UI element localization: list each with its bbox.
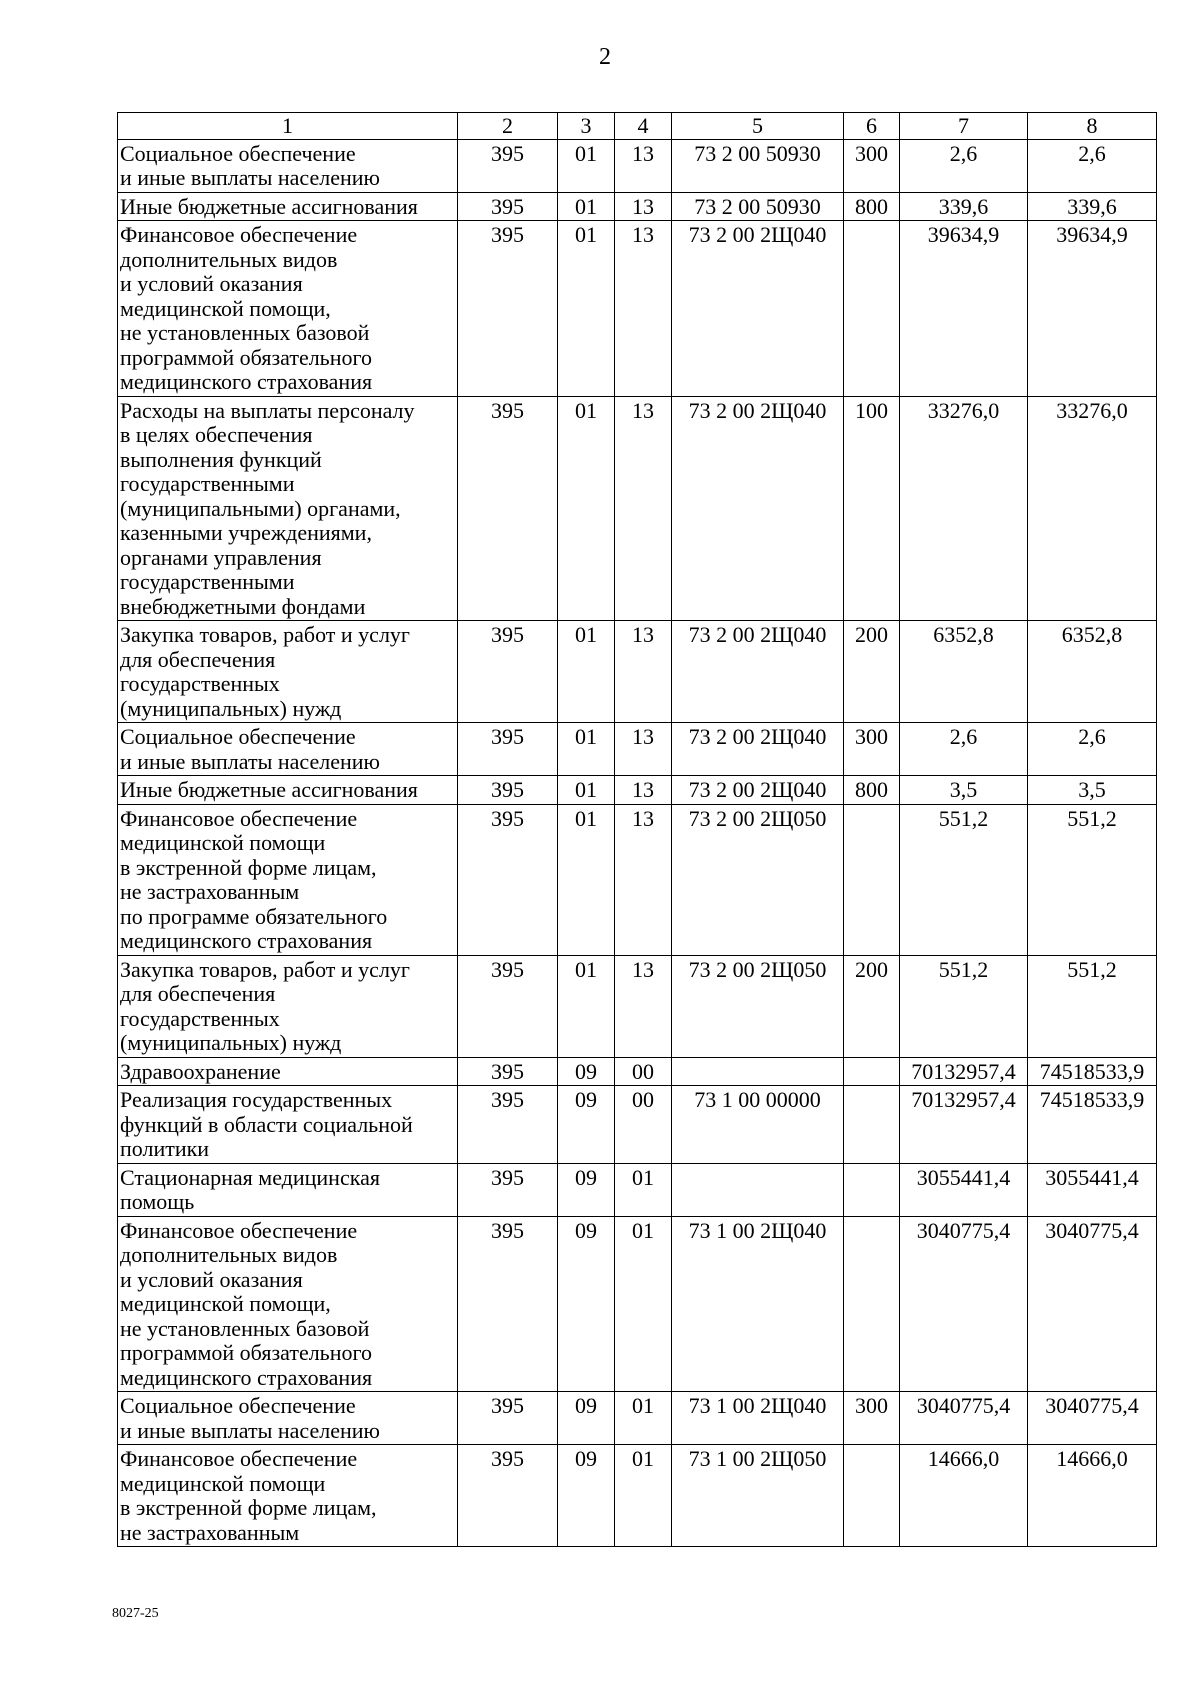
row-col3-cell: 01 bbox=[558, 192, 615, 221]
table-row bbox=[118, 1057, 1157, 1086]
row-col2-cell: 395 bbox=[458, 1057, 558, 1086]
table-row bbox=[118, 804, 1157, 955]
row-amount-col8-cell: 3040775,4 bbox=[1028, 1392, 1157, 1445]
row-target-code-cell bbox=[672, 1057, 844, 1086]
row-name-cell: Иные бюджетные ассигнования bbox=[118, 776, 458, 805]
row-name-cell: Реализация государственных функций в области социальной политики bbox=[118, 1086, 458, 1164]
table-row bbox=[118, 1216, 1157, 1392]
column-header-1: 1 bbox=[118, 113, 458, 140]
row-expense-type-cell bbox=[844, 1086, 900, 1164]
row-target-code-cell: 73 2 00 2Щ040 bbox=[672, 776, 844, 805]
row-expense-type-cell: 200 bbox=[844, 955, 900, 1057]
row-amount-col7-cell: 339,6 bbox=[900, 192, 1028, 221]
row-col4-cell: 01 bbox=[615, 1216, 672, 1392]
row-amount-col8-cell: 74518533,9 bbox=[1028, 1057, 1157, 1086]
row-col2-cell: 395 bbox=[458, 1163, 558, 1216]
page-number: 2 bbox=[599, 44, 611, 70]
row-col3-cell: 09 bbox=[558, 1445, 615, 1547]
row-amount-col8-cell: 14666,0 bbox=[1028, 1445, 1157, 1547]
row-amount-col7-cell: 14666,0 bbox=[900, 1445, 1028, 1547]
row-name-cell: Расходы на выплаты персоналу в целях обеспечения выполнения функций государственными (муниципальными) органами, казенными учреждениями, органами управления государственными внебюджетными фондами bbox=[118, 396, 458, 621]
row-name-cell: Финансовое обеспечение дополнительных видов и условий оказания медицинской помощи, не установленных базовой программой обязательного медицинского страхования bbox=[118, 1216, 458, 1392]
row-name-cell: Закупка товаров, работ и услуг для обеспечения государственных (муниципальных) нужд bbox=[118, 621, 458, 723]
row-amount-col8-cell: 551,2 bbox=[1028, 955, 1157, 1057]
row-col3-cell: 01 bbox=[558, 396, 615, 621]
row-expense-type-cell bbox=[844, 804, 900, 955]
row-target-code-cell: 73 2 00 2Щ040 bbox=[672, 396, 844, 621]
row-expense-type-cell: 300 bbox=[844, 139, 900, 192]
row-col3-cell: 01 bbox=[558, 776, 615, 805]
row-target-code-cell bbox=[672, 1163, 844, 1216]
table-row bbox=[118, 955, 1157, 1057]
column-header-7: 7 bbox=[900, 113, 1028, 140]
row-col4-cell: 13 bbox=[615, 139, 672, 192]
row-amount-col8-cell: 33276,0 bbox=[1028, 396, 1157, 621]
row-amount-col8-cell: 2,6 bbox=[1028, 723, 1157, 776]
row-target-code-cell: 73 2 00 2Щ050 bbox=[672, 804, 844, 955]
row-name-cell: Финансовое обеспечение дополнительных видов и условий оказания медицинской помощи, не установленных базовой программой обязательного медицинского страхования bbox=[118, 221, 458, 397]
row-col2-cell: 395 bbox=[458, 621, 558, 723]
row-target-code-cell: 73 2 00 50930 bbox=[672, 192, 844, 221]
row-col3-cell: 09 bbox=[558, 1163, 615, 1216]
row-col2-cell: 395 bbox=[458, 1086, 558, 1164]
row-col4-cell: 13 bbox=[615, 396, 672, 621]
table-row bbox=[118, 139, 1157, 192]
row-name-cell: Стационарная медицинская помощь bbox=[118, 1163, 458, 1216]
table-body bbox=[118, 139, 1157, 1547]
table-row bbox=[118, 1445, 1157, 1547]
row-col2-cell: 395 bbox=[458, 1445, 558, 1547]
row-amount-col8-cell: 3040775,4 bbox=[1028, 1216, 1157, 1392]
row-expense-type-cell: 800 bbox=[844, 776, 900, 805]
row-amount-col8-cell: 74518533,9 bbox=[1028, 1086, 1157, 1164]
row-target-code-cell: 73 2 00 2Щ040 bbox=[672, 221, 844, 397]
row-col2-cell: 395 bbox=[458, 723, 558, 776]
row-name-cell: Здравоохранение bbox=[118, 1057, 458, 1086]
row-col2-cell: 395 bbox=[458, 1216, 558, 1392]
row-amount-col7-cell: 3040775,4 bbox=[900, 1216, 1028, 1392]
row-expense-type-cell: 800 bbox=[844, 192, 900, 221]
row-expense-type-cell bbox=[844, 1057, 900, 1086]
row-name-cell: Финансовое обеспечение медицинской помощи в экстренной форме лицам, не застрахованным bbox=[118, 1445, 458, 1547]
row-amount-col7-cell: 2,6 bbox=[900, 723, 1028, 776]
row-expense-type-cell: 300 bbox=[844, 1392, 900, 1445]
row-col2-cell: 395 bbox=[458, 192, 558, 221]
row-expense-type-cell: 300 bbox=[844, 723, 900, 776]
row-amount-col7-cell: 2,6 bbox=[900, 139, 1028, 192]
row-col3-cell: 09 bbox=[558, 1216, 615, 1392]
column-header-4: 4 bbox=[615, 113, 672, 140]
row-amount-col8-cell: 39634,9 bbox=[1028, 221, 1157, 397]
row-amount-col8-cell: 551,2 bbox=[1028, 804, 1157, 955]
row-col2-cell: 395 bbox=[458, 776, 558, 805]
row-target-code-cell: 73 2 00 2Щ040 bbox=[672, 621, 844, 723]
table-row bbox=[118, 1163, 1157, 1216]
table-row bbox=[118, 1392, 1157, 1445]
row-col4-cell: 13 bbox=[615, 192, 672, 221]
row-col4-cell: 01 bbox=[615, 1163, 672, 1216]
row-col3-cell: 01 bbox=[558, 621, 615, 723]
row-name-cell: Социальное обеспечение и иные выплаты населению bbox=[118, 1392, 458, 1445]
row-expense-type-cell: 200 bbox=[844, 621, 900, 723]
row-col2-cell: 395 bbox=[458, 1392, 558, 1445]
row-amount-col7-cell: 3,5 bbox=[900, 776, 1028, 805]
column-header-6: 6 bbox=[844, 113, 900, 140]
row-col4-cell: 00 bbox=[615, 1086, 672, 1164]
row-col2-cell: 395 bbox=[458, 221, 558, 397]
row-amount-col7-cell: 33276,0 bbox=[900, 396, 1028, 621]
row-amount-col7-cell: 70132957,4 bbox=[900, 1057, 1028, 1086]
row-amount-col7-cell: 3040775,4 bbox=[900, 1392, 1028, 1445]
budget-table bbox=[117, 112, 1157, 1547]
table-row bbox=[118, 621, 1157, 723]
footer-document-code: 8027-25 bbox=[112, 1606, 159, 1621]
row-amount-col7-cell: 3055441,4 bbox=[900, 1163, 1028, 1216]
row-target-code-cell: 73 2 00 2Щ050 bbox=[672, 955, 844, 1057]
table-row bbox=[118, 192, 1157, 221]
row-expense-type-cell: 100 bbox=[844, 396, 900, 621]
row-col3-cell: 01 bbox=[558, 723, 615, 776]
row-amount-col7-cell: 6352,8 bbox=[900, 621, 1028, 723]
row-amount-col7-cell: 70132957,4 bbox=[900, 1086, 1028, 1164]
row-col4-cell: 13 bbox=[615, 723, 672, 776]
row-amount-col7-cell: 551,2 bbox=[900, 804, 1028, 955]
row-target-code-cell: 73 1 00 2Щ040 bbox=[672, 1216, 844, 1392]
row-name-cell: Социальное обеспечение и иные выплаты населению bbox=[118, 139, 458, 192]
row-col3-cell: 01 bbox=[558, 221, 615, 397]
row-col3-cell: 01 bbox=[558, 139, 615, 192]
table-row bbox=[118, 221, 1157, 397]
row-amount-col8-cell: 6352,8 bbox=[1028, 621, 1157, 723]
column-header-2: 2 bbox=[458, 113, 558, 140]
row-col4-cell: 13 bbox=[615, 804, 672, 955]
row-col4-cell: 00 bbox=[615, 1057, 672, 1086]
row-amount-col8-cell: 339,6 bbox=[1028, 192, 1157, 221]
row-name-cell: Закупка товаров, работ и услуг для обеспечения государственных (муниципальных) нужд bbox=[118, 955, 458, 1057]
row-col3-cell: 01 bbox=[558, 804, 615, 955]
row-col4-cell: 13 bbox=[615, 621, 672, 723]
row-col4-cell: 01 bbox=[615, 1392, 672, 1445]
row-col4-cell: 01 bbox=[615, 1445, 672, 1547]
row-col3-cell: 09 bbox=[558, 1086, 615, 1164]
table-row bbox=[118, 396, 1157, 621]
row-col4-cell: 13 bbox=[615, 955, 672, 1057]
row-amount-col7-cell: 551,2 bbox=[900, 955, 1028, 1057]
row-col4-cell: 13 bbox=[615, 221, 672, 397]
row-name-cell: Социальное обеспечение и иные выплаты населению bbox=[118, 723, 458, 776]
row-target-code-cell: 73 1 00 2Щ050 bbox=[672, 1445, 844, 1547]
row-name-cell: Иные бюджетные ассигнования bbox=[118, 192, 458, 221]
row-amount-col8-cell: 2,6 bbox=[1028, 139, 1157, 192]
row-col3-cell: 01 bbox=[558, 955, 615, 1057]
table-row bbox=[118, 723, 1157, 776]
row-col3-cell: 09 bbox=[558, 1057, 615, 1086]
row-target-code-cell: 73 2 00 2Щ040 bbox=[672, 723, 844, 776]
row-expense-type-cell bbox=[844, 1216, 900, 1392]
row-target-code-cell: 73 2 00 50930 bbox=[672, 139, 844, 192]
row-target-code-cell: 73 1 00 00000 bbox=[672, 1086, 844, 1164]
table-row bbox=[118, 1086, 1157, 1164]
row-col2-cell: 395 bbox=[458, 804, 558, 955]
row-amount-col7-cell: 39634,9 bbox=[900, 221, 1028, 397]
column-header-8: 8 bbox=[1028, 113, 1157, 140]
row-expense-type-cell bbox=[844, 221, 900, 397]
table-header-row bbox=[118, 113, 1157, 140]
row-amount-col8-cell: 3,5 bbox=[1028, 776, 1157, 805]
row-col2-cell: 395 bbox=[458, 955, 558, 1057]
row-col2-cell: 395 bbox=[458, 139, 558, 192]
column-header-5: 5 bbox=[672, 113, 844, 140]
row-col2-cell: 395 bbox=[458, 396, 558, 621]
row-expense-type-cell bbox=[844, 1163, 900, 1216]
row-expense-type-cell bbox=[844, 1445, 900, 1547]
row-target-code-cell: 73 1 00 2Щ040 bbox=[672, 1392, 844, 1445]
table-row bbox=[118, 776, 1157, 805]
row-name-cell: Финансовое обеспечение медицинской помощи в экстренной форме лицам, не застрахованным по программе обязательного медицинского страхования bbox=[118, 804, 458, 955]
row-col3-cell: 09 bbox=[558, 1392, 615, 1445]
row-col4-cell: 13 bbox=[615, 776, 672, 805]
row-amount-col8-cell: 3055441,4 bbox=[1028, 1163, 1157, 1216]
column-header-3: 3 bbox=[558, 113, 615, 140]
